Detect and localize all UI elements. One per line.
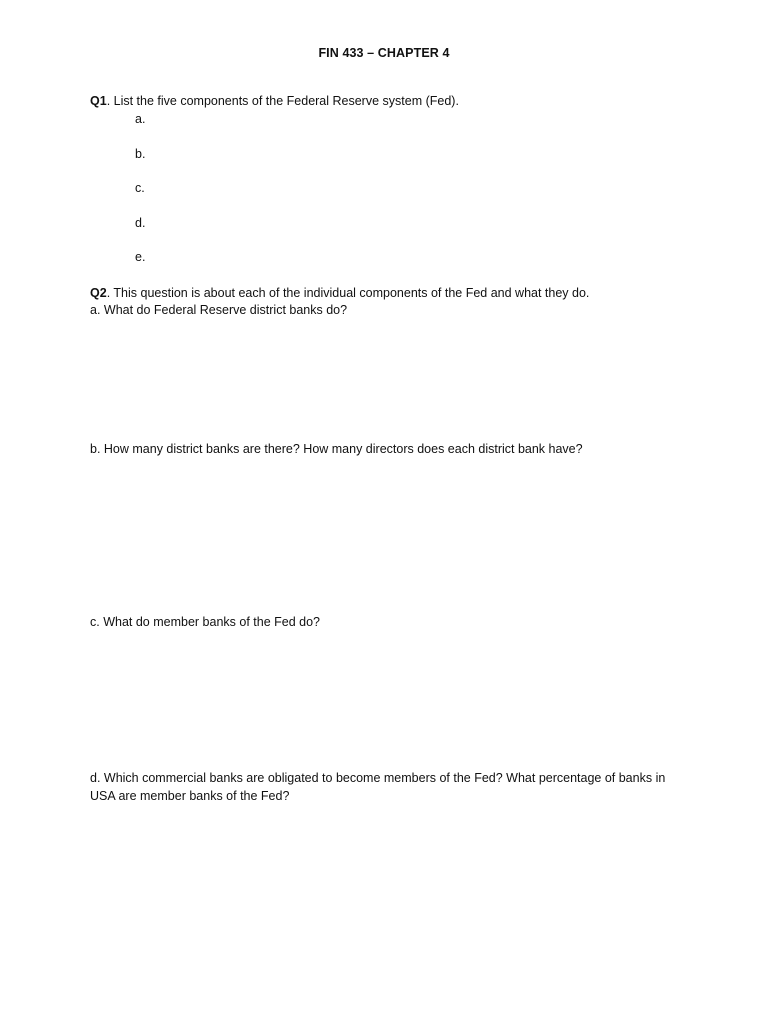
- document-title: FIN 433 – CHAPTER 4: [318, 46, 450, 60]
- question-2-label: Q2: [90, 286, 107, 300]
- question-1-label: Q1: [90, 94, 107, 108]
- q2-part-a: a. What do Federal Reserve district banks do?: [90, 303, 348, 317]
- q2-part-d: d. Which commercial banks are obligated to become members of the Fed? What percentage of banks in USA are member banks of the Fed?: [90, 771, 666, 803]
- question-1-text: . List the five components of the Federal Reserve system (Fed).: [106, 94, 459, 108]
- q1-item-b: b.: [135, 147, 146, 161]
- question-1: [90, 92, 459, 110]
- q1-item-c: c.: [135, 181, 145, 195]
- question-2: [90, 284, 589, 302]
- question-2-text: . This question is about each of the individual components of the Fed and what they do.: [106, 286, 590, 300]
- q1-item-d: d.: [135, 216, 146, 230]
- q2-part-c: c. What do member banks of the Fed do?: [90, 615, 320, 629]
- q2-part-b: b. How many district banks are there? How many directors does each district bank have?: [90, 442, 583, 456]
- q1-item-e: e.: [135, 250, 146, 264]
- q1-item-a: a.: [135, 112, 146, 126]
